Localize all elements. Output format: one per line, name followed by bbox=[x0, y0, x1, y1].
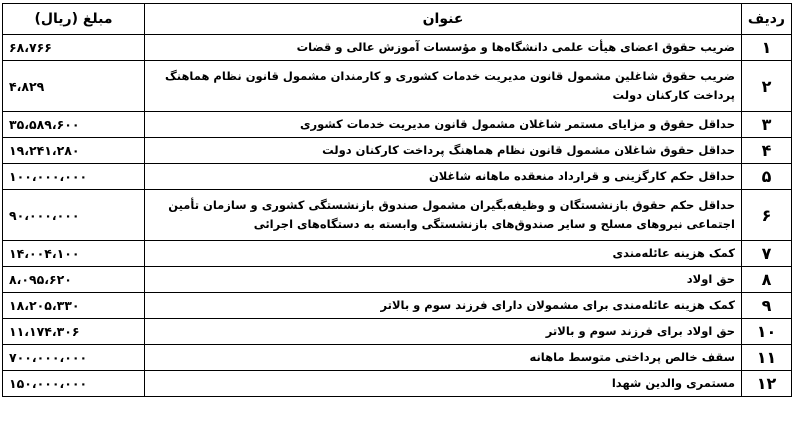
row-title: ضریب حقوق شاغلین مشمول قانون مدیریت خدمات کشوری و کارمندان مشمول قانون نظام هماهنگ پرداخت کارکنان دولت bbox=[145, 61, 742, 112]
table-row bbox=[3, 112, 792, 138]
table-row bbox=[3, 61, 792, 112]
row-number: ۸ bbox=[742, 267, 792, 293]
table-row bbox=[3, 241, 792, 267]
row-title: حداقل حقوق شاغلان مشمول قانون نظام هماهنگ پرداخت کارکنان دولت bbox=[145, 138, 742, 164]
table-row bbox=[3, 138, 792, 164]
row-amount: ۱۹،۲۴۱،۲۸۰ bbox=[3, 138, 145, 164]
row-title: ضریب حقوق اعضای هیأت علمی دانشگاه‌ها و مؤسسات آموزش عالی و قضات bbox=[145, 35, 742, 61]
row-number: ۶ bbox=[742, 190, 792, 241]
table-row bbox=[3, 35, 792, 61]
table-row bbox=[3, 190, 792, 241]
row-amount: ۱۵۰،۰۰۰،۰۰۰ bbox=[3, 371, 145, 397]
row-title: حق اولاد برای فرزند سوم و بالاتر bbox=[145, 319, 742, 345]
row-amount: ۳۵،۵۸۹،۶۰۰ bbox=[3, 112, 145, 138]
header-row bbox=[3, 4, 792, 35]
row-amount: ۶۸،۷۶۶ bbox=[3, 35, 145, 61]
row-number: ۱۲ bbox=[742, 371, 792, 397]
row-number: ۲ bbox=[742, 61, 792, 112]
row-title: سقف خالص پرداختی متوسط ماهانه bbox=[145, 345, 742, 371]
row-title: حداقل حکم حقوق بازنشستگان و وظیفه‌بگیران مشمول صندوق بازنشستگی کشوری و سازمان تأمین اجتماعی نیروهای مسلح و سایر صندوق‌های بازنشستگی وابسته به دستگاه‌های اجرائی bbox=[145, 190, 742, 241]
row-number: ۱ bbox=[742, 35, 792, 61]
row-amount: ۷۰۰،۰۰۰،۰۰۰ bbox=[3, 345, 145, 371]
header-row-number: ردیف bbox=[742, 4, 792, 35]
row-title: مستمری والدین شهدا bbox=[145, 371, 742, 397]
row-number: ۹ bbox=[742, 293, 792, 319]
salary-table bbox=[2, 3, 792, 397]
row-amount: ۹۰،۰۰۰،۰۰۰ bbox=[3, 190, 145, 241]
row-amount: ۴،۸۲۹ bbox=[3, 61, 145, 112]
header-title: عنوان bbox=[145, 4, 742, 35]
table-row bbox=[3, 319, 792, 345]
row-title: حق اولاد bbox=[145, 267, 742, 293]
row-amount: ۱۰۰،۰۰۰،۰۰۰ bbox=[3, 164, 145, 190]
table-row bbox=[3, 164, 792, 190]
row-amount: ۱۴،۰۰۴،۱۰۰ bbox=[3, 241, 145, 267]
row-number: ۱۰ bbox=[742, 319, 792, 345]
table-row bbox=[3, 371, 792, 397]
salary-table-container bbox=[2, 3, 792, 397]
table-row bbox=[3, 267, 792, 293]
row-amount: ۱۱،۱۷۴،۳۰۶ bbox=[3, 319, 145, 345]
row-number: ۴ bbox=[742, 138, 792, 164]
row-title: کمک هزینه عائله‌مندی bbox=[145, 241, 742, 267]
row-amount: ۸،۰۹۵،۶۲۰ bbox=[3, 267, 145, 293]
row-title: حداقل حکم کارگزینی و قرارداد منعقده ماهانه شاغلان bbox=[145, 164, 742, 190]
row-title: حداقل حقوق و مزایای مستمر شاغلان مشمول قانون مدیریت خدمات کشوری bbox=[145, 112, 742, 138]
row-title: کمک هزینه عائله‌مندی برای مشمولان دارای فرزند سوم و بالاتر bbox=[145, 293, 742, 319]
table-row bbox=[3, 345, 792, 371]
row-number: ۷ bbox=[742, 241, 792, 267]
header-amount: مبلغ (ریال) bbox=[3, 4, 145, 35]
row-number: ۱۱ bbox=[742, 345, 792, 371]
row-number: ۵ bbox=[742, 164, 792, 190]
row-amount: ۱۸،۲۰۵،۳۳۰ bbox=[3, 293, 145, 319]
table-row bbox=[3, 293, 792, 319]
row-number: ۳ bbox=[742, 112, 792, 138]
